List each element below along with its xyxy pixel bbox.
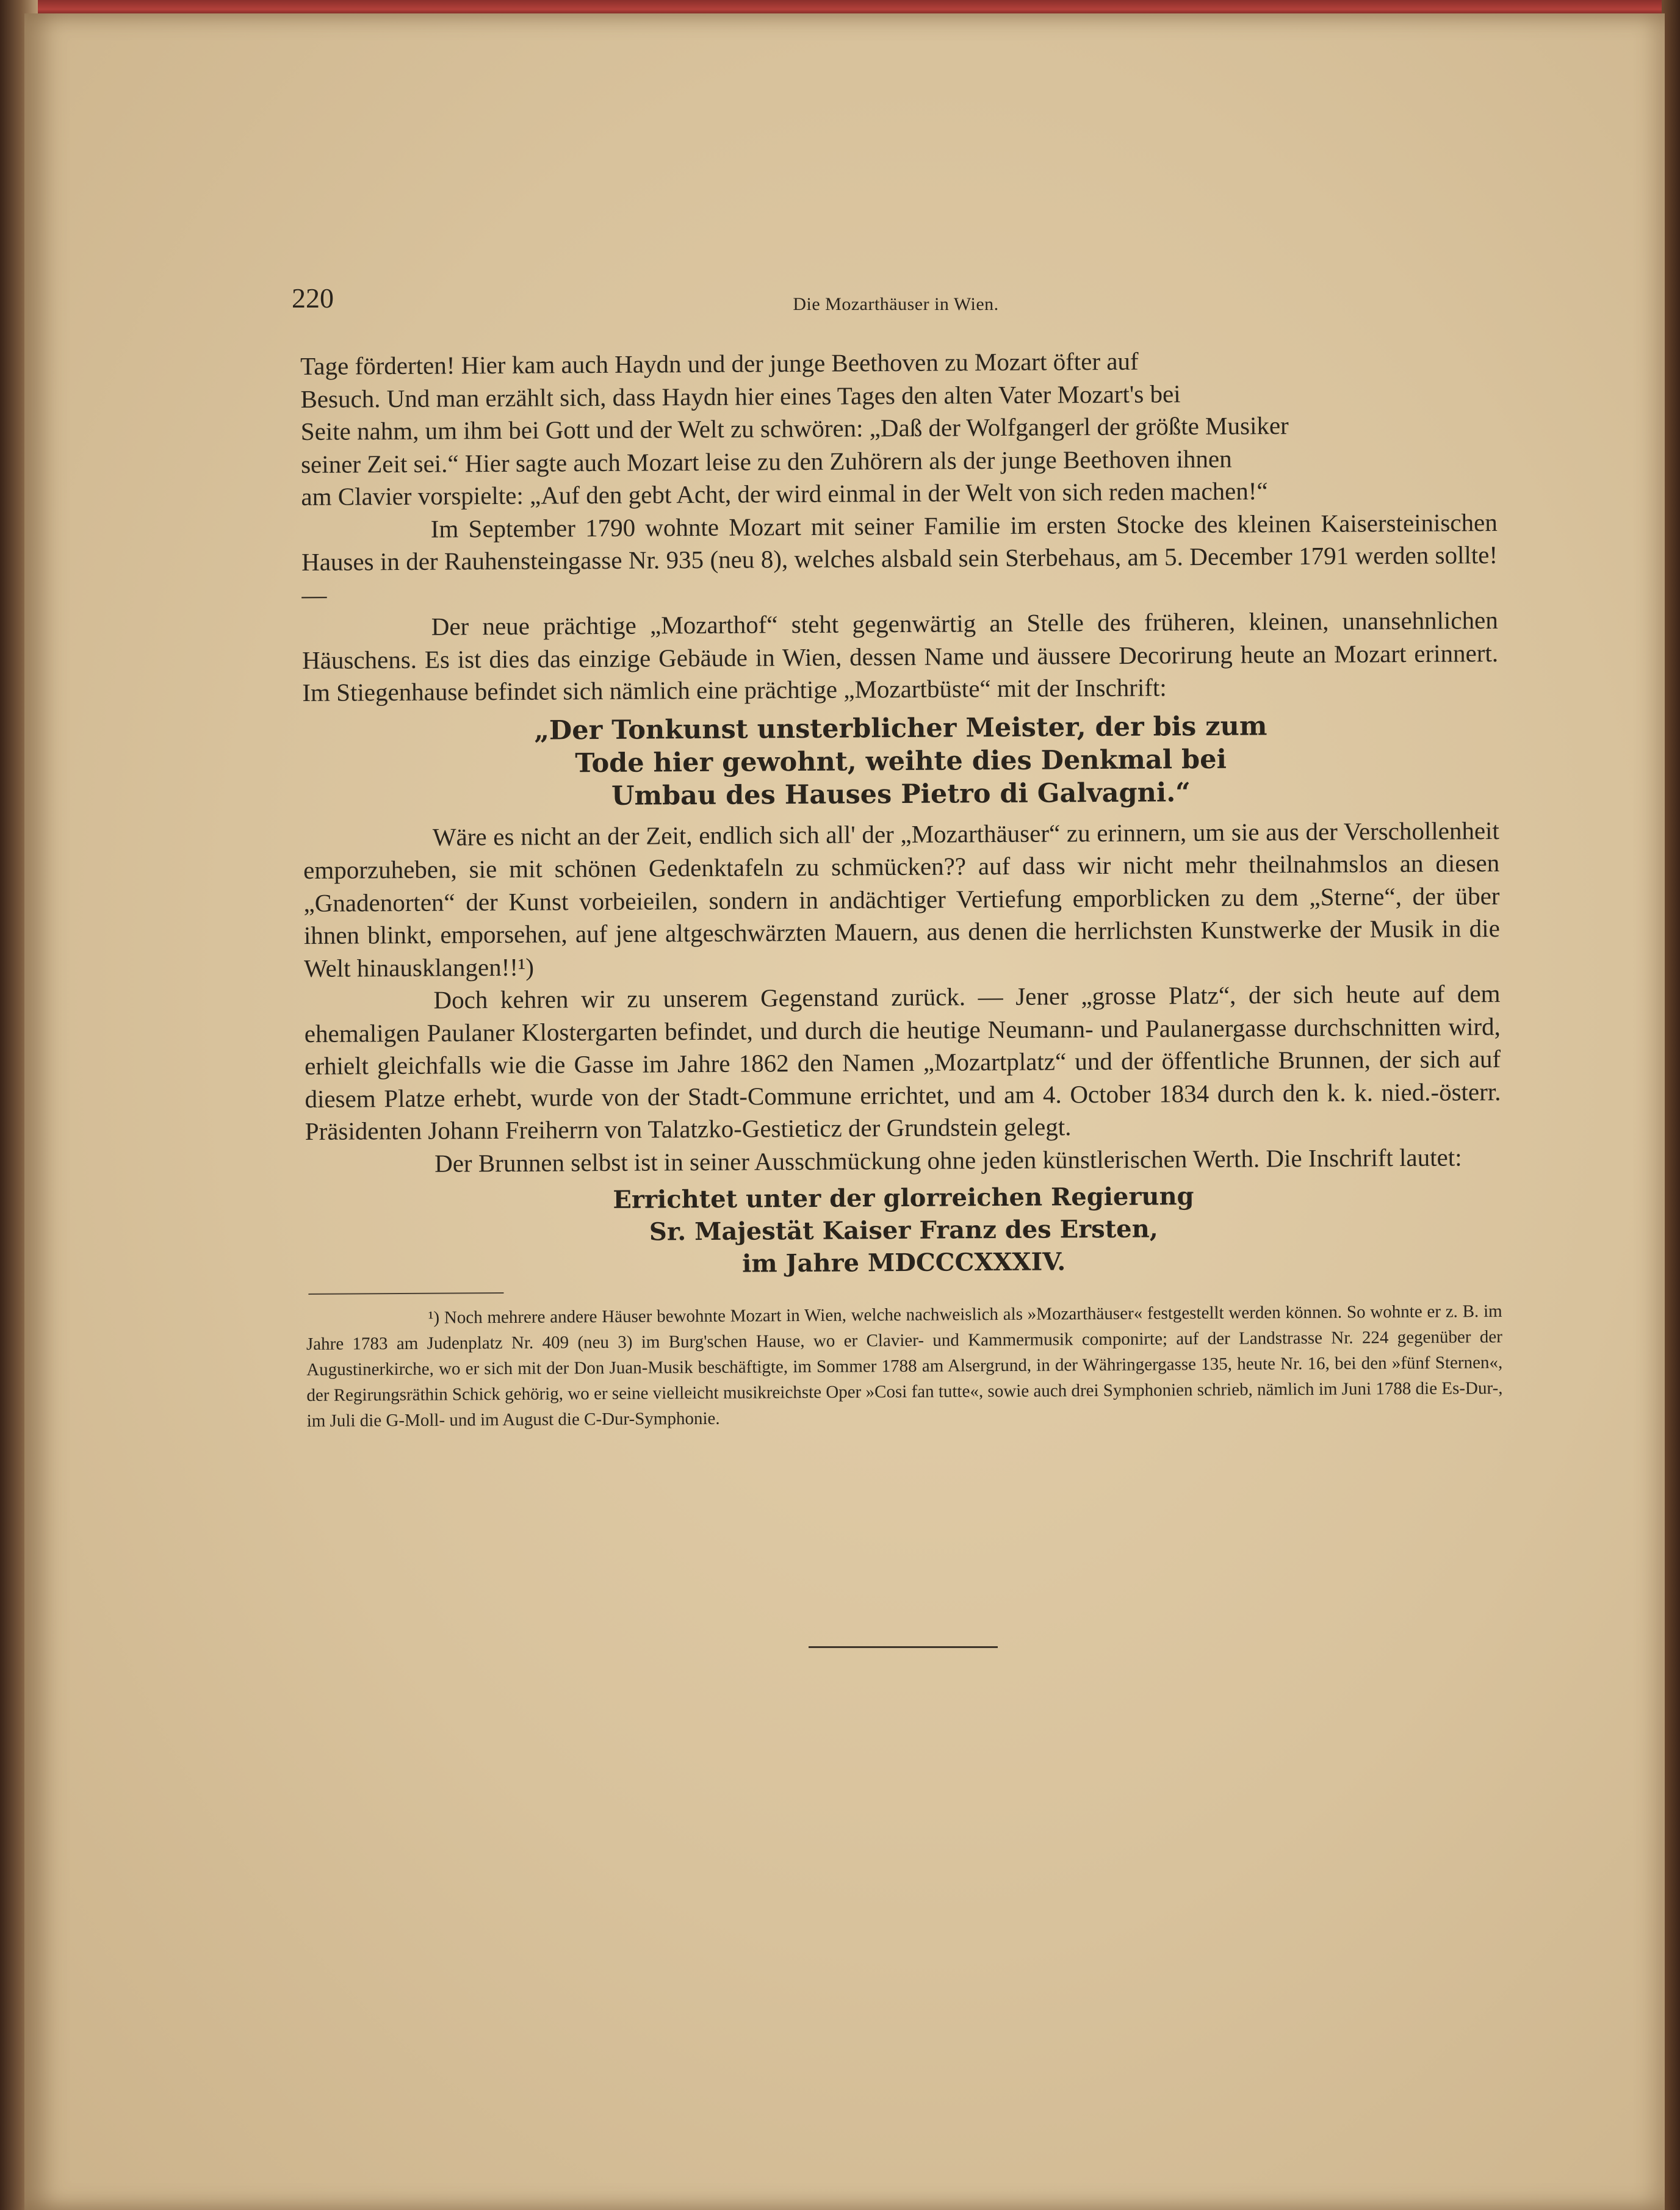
paragraph-5: Doch kehren wir zu unserem Gegenstand zurück. — Jener „grosse Platz“, der sich heute auf dem ehemaligen Paulaner Klostergarten befindet, und durch die heutige Neumann- und Paulanergasse durchschnitten wird, erhielt gleichfalls wie die Gasse im Jahre 1862 den Namen „Mozartplatz“ und der öffentliche Brunnen, der sich auf diesem Platze erhebt, wurde von der Stadt-Commune errichtet, und am 4. October 1834 durch den k. k. nied.-österr. Präsidenten Johann Freiherrn von Talatzko-Gestieticz der Grundstein gelegt.: [304, 979, 1501, 1145]
inscription-line-1: Errichtet unter der glorreichen Regierung: [613, 1182, 1194, 1214]
running-title: Die Mozarthäuser in Wien.: [793, 294, 999, 314]
inscription-line-2: Sr. Majestät Kaiser Franz des Ersten,: [649, 1214, 1158, 1247]
page-number: 220: [292, 283, 334, 314]
paragraph-4: Wäre es nicht an der Zeit, endlich sich all' der „Mozarthäuser“ zu erinnern, um sie aus der Verschollenheit emporzuheben, sie mit schönen Gedenktafeln zu schmücken?? auf dass wir nicht mehr theilnahmslos an diesen „Gnadenorten“ der Kunst vorbeieilen, sondern in andächtiger Vertiefung emporblicken zu dem „Sterne“, der über ihnen blinkt, emporsehen, auf jene altgeschwärzten Mauern, aus denen die herrlichsten Kunstwerke der Musik in die Welt hinausklangen!!¹): [303, 816, 1500, 982]
paragraph-2: Im September 1790 wohnte Mozart mit seiner Familie im ersten Stocke des kleinen Kaisersteinischen Hauses in der Rauhensteingasse Nr. 935 (neu 8), welches alsbald sein Sterbehaus, am 5. December 1791 werden sollte! —: [301, 508, 1498, 609]
book-page: [24, 13, 1665, 2210]
main-text: [300, 343, 1503, 1434]
footnote-divider: [308, 1292, 503, 1295]
paragraph-1: [300, 343, 1498, 513]
quote-line-2: Tode hier gewohnt, weihte dies Denkmal bei: [575, 744, 1227, 779]
paragraph-1-line-5: am Clavier vorspielte: „Auf den gebt Acht, der wird einmal in der Welt von sich reden machen!“: [301, 477, 1268, 511]
page-header: [292, 282, 1500, 325]
inscription-line-3: im Jahre MDCCCXXXIV.: [741, 1247, 1066, 1278]
paragraph-1-line-2: Besuch. Und man erzählt sich, dass Haydn hier eines Tages den alten Vater Mozart's bei: [300, 379, 1181, 413]
paragraph-1-line-3: Seite nahm, um ihm bei Gott und der Welt zu schwören: „Daß der Wolfgangerl der größte Musiker: [300, 411, 1289, 445]
quote-line-1: „Der Tonkunst unsterblicher Meister, der bis zum: [534, 710, 1267, 746]
bust-inscription-quote: [303, 708, 1499, 815]
paragraph-3: Der neue prächtige „Mozarthof“ steht gegenwärtig an Stelle des früheren, kleinen, unansehnlichen Häuschens. Es ist dies das einzige Gebäude in Wien, dessen Name und äussere Decorirung heute an Mozart erinnert. Im Stiegenhause befindet sich nämlich eine prächtige „Mozartbüste“ mit der Inschrift:: [301, 606, 1499, 707]
quote-line-3: Umbau des Hauses Pietro di Galvagni.“: [611, 777, 1191, 812]
paragraph-1-line-1: Tage förderten! Hier kam auch Haydn und der junge Beethoven zu Mozart öfter auf: [300, 347, 1139, 380]
footnote: ¹) Noch mehrere andere Häuser bewohnte Mozart in Wien, welche nachweislich als »Mozarthäuser« festgestellt werden können. So wohnte er z. B. im Jahre 1783 am Judenplatz Nr. 409 (neu 3) im Burg'schen Hause, wo er Clavier- und Kammermusik componirte; auf der Landstrasse Nr. 224 gegenüber der Augustinerkirche, wo er sich mit der Don Juan-Musik beschäftigte, im Sommer 1788 am Alsergrund, in der Währingergasse 135, heute Nr. 16, bei den »fünf Sternen«, der Regirungsräthin Schick gehörig, wo er seine vielleicht musikreichste Oper »Cosi fan tutte«, sowie auch drei Symphonien schrieb, nämlich im Juni 1788 die Es-Dur-, im Juli die G-Moll- und im August die C-Dur-Symphonie.: [306, 1301, 1503, 1431]
paragraph-1-line-4: seiner Zeit sei.“ Hier sagte auch Mozart leise zu den Zuhörern als der junge Beethoven ihnen: [300, 444, 1232, 478]
fountain-inscription: [305, 1178, 1502, 1283]
paragraph-6: Der Brunnen selbst ist in seiner Ausschmückung ohne jeden künstlerischen Werth. Die Inschrift lautet:: [434, 1142, 1462, 1178]
end-rule: [809, 1646, 998, 1648]
